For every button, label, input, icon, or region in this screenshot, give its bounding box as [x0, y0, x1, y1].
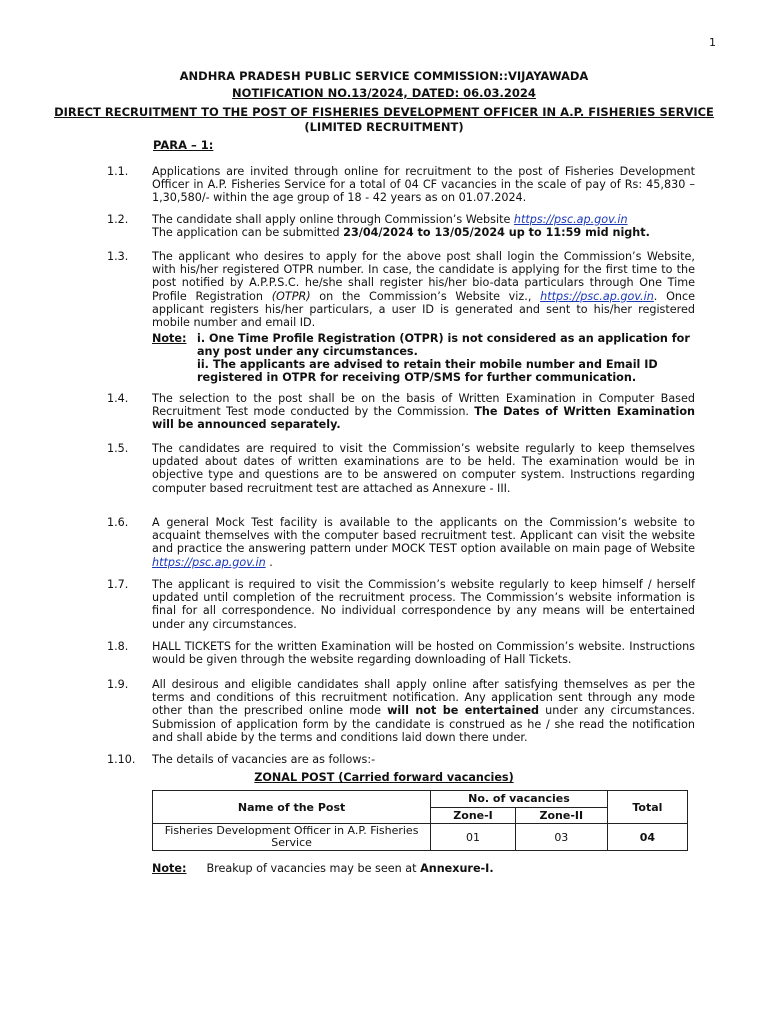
- header-total: Total: [607, 791, 687, 824]
- item-number: 1.7.: [107, 578, 129, 591]
- header-zone-2: Zone-II: [515, 807, 607, 824]
- item-text: [152, 392, 695, 432]
- document-title: DIRECT RECRUITMENT TO THE POST OF FISHERIES DEVELOPMENT OFFICER IN A.P. FISHERIES SERVICE: [54, 105, 714, 119]
- item-text: [152, 678, 695, 744]
- cell-post: Fisheries Development Officer in A.P. Fisheries Service: [153, 824, 431, 851]
- text-run: . Once applicant registers his/her particulars, a user ID is generated and sent to his/her registered mobile number and email ID.: [152, 289, 695, 330]
- table-caption: ZONAL POST (Carried forward vacancies): [254, 771, 514, 784]
- item-number: 1.10.: [107, 753, 136, 766]
- note-label: Note:: [152, 862, 187, 875]
- header-zone-1: Zone-I: [431, 807, 516, 824]
- header-vacancies: No. of vacancies: [431, 791, 608, 808]
- item-number: 1.6.: [107, 516, 129, 529]
- item-text: Applications are invited through online for recruitment to the post of Fisheries Development Officer in A.P. Fisheries Service for a total of 04 CF vacancies in the scale of pay of Rs: 45,830 – 1,30,580/- within the age group of 18 - 42 years as on 01.07.2024.: [152, 165, 695, 205]
- header-post: Name of the Post: [153, 791, 431, 824]
- item-text: [152, 516, 695, 569]
- para-heading: PARA – 1:: [153, 138, 214, 152]
- text-run: All desirous and eligible candidates shall apply online after satisfying themselves as per the terms and conditions of this recruitment notification. Any application sent through any mode other than the prescribed online mode: [152, 678, 695, 718]
- text-run: Breakup of vacancies may be seen at: [206, 862, 421, 875]
- item-number: 1.4.: [107, 392, 129, 405]
- item-number: 1.3.: [107, 250, 129, 263]
- cell-zone-1: 01: [431, 824, 516, 851]
- item-number: 1.9.: [107, 678, 129, 691]
- commission-heading: ANDHRA PRADESH PUBLIC SERVICE COMMISSION::VIJAYAWADA: [179, 69, 589, 83]
- text-run: The selection to the post shall be on the basis of Written Examination in Computer Based Recruitment Test mode conducted by the Commission.: [152, 392, 695, 419]
- text-run: under any circumstances. Submission of application form by the candidate is construed as he / she read the notification and shall abide by the terms and conditions laid down there under.: [152, 704, 695, 744]
- annexure-ref: Annexure-I.: [420, 862, 494, 875]
- cell-total: 04: [607, 824, 687, 851]
- exam-dates-notice: The Dates of Written Examination will be announced separately.: [152, 405, 695, 432]
- item-number: 1.2.: [107, 213, 129, 226]
- item-text: HALL TICKETS for the written Examination will be hosted on Commission’s website. Instructions would be given through the website regarding downloading of Hall Tickets.: [152, 640, 695, 667]
- application-dates: 23/04/2024 to 13/05/2024 up to 11:59 mid night.: [343, 226, 650, 240]
- vacancy-table: [152, 790, 688, 851]
- item-number: 1.5.: [107, 442, 129, 455]
- otpr-term: (OTPR): [271, 289, 311, 303]
- item-number: 1.8.: [107, 640, 129, 653]
- text-run: .: [265, 555, 273, 569]
- text-run: on the Commission’s Website viz.,: [310, 289, 541, 303]
- table-row: [153, 824, 688, 851]
- note-label: Note:: [152, 332, 187, 345]
- document-subtitle: (LIMITED RECRUITMENT): [304, 120, 464, 134]
- item-text: [152, 213, 695, 239]
- text-run: The applicant who desires to apply for the above post shall login the Commission’s Website, with his/her registered OTPR number. In case, the candidate is applying for the first time to the post notified by A.P.P.S.C. he/she shall register his/her bio-data particulars through One Time Profile Registration: [152, 250, 695, 303]
- text-run: The candidate shall apply online through Commission’s Website: [152, 213, 514, 226]
- item-number: 1.1.: [107, 165, 129, 178]
- not-entertained-text: will not be entertained: [387, 704, 540, 718]
- note-point-ii: ii. The applicants are advised to retain their mobile number and Email ID registered in OTPR for receiving OTP/SMS for further communication.: [197, 358, 658, 384]
- notification-number: NOTIFICATION NO.13/2024, DATED: 06.03.2024: [232, 86, 536, 100]
- item-text: The applicant is required to visit the Commission’s website regularly to keep himself / herself updated until completion of the recruitment process. The Commission’s website information is final for all correspondence. No individual correspondence by any means will be entertained under any circumstances.: [152, 578, 695, 631]
- commission-website-link[interactable]: https://psc.ap.gov.in: [513, 213, 628, 226]
- item-text: [152, 250, 695, 329]
- item-text: The candidates are required to visit the Commission’s website regularly to keep themselves updated about dates of written examinations are to be held. The examination would be in objective type and questions are to be answered on computer system. Instructions regarding computer based recruitment test are attached as Annexure - III.: [152, 442, 695, 495]
- note-point-i: i. One Time Profile Registration (OTPR) is not considered as an application for any post under any circumstances.: [197, 332, 690, 358]
- text-run: The application can be submitted: [152, 226, 344, 240]
- cell-zone-2: 03: [515, 824, 607, 851]
- item-text: The details of vacancies are as follows:-: [152, 753, 376, 766]
- commission-website-link[interactable]: https://psc.ap.gov.in: [152, 555, 266, 569]
- otpr-note: [152, 332, 692, 384]
- text-run: A general Mock Test facility is available to the applicants on the Commission’s website to acquaint themselves with the computer based recruitment test. Applicant can visit the website and practice the answering pattern under MOCK TEST option available on main page of Website: [152, 516, 695, 556]
- commission-website-link[interactable]: https://psc.ap.gov.in: [540, 289, 654, 303]
- page-number: 1: [709, 36, 716, 49]
- annexure-note: [152, 862, 494, 875]
